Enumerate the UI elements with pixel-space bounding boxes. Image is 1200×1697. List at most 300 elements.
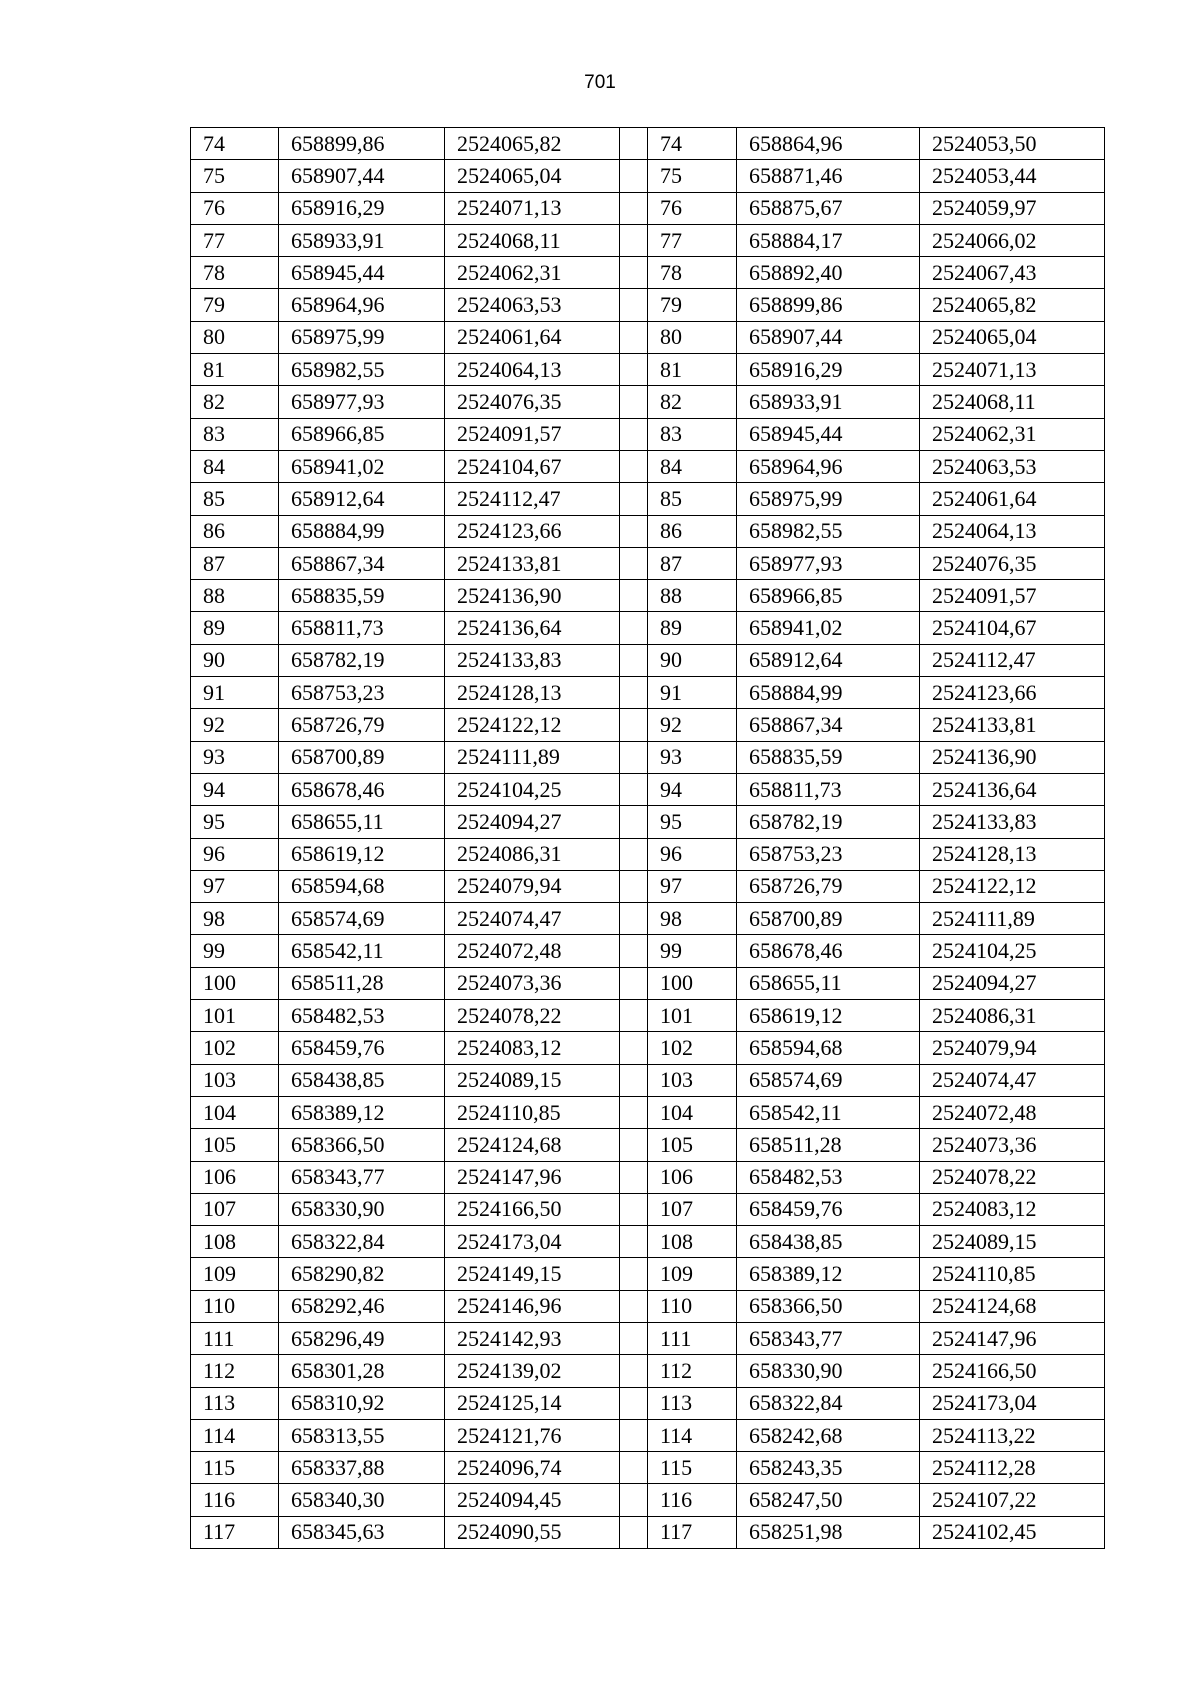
y-coordinate: 2524078,22 bbox=[920, 1161, 1105, 1193]
x-coordinate: 658459,76 bbox=[279, 1032, 445, 1064]
gap-cell bbox=[620, 1419, 648, 1451]
table-row bbox=[191, 1322, 1105, 1354]
y-coordinate: 2524072,48 bbox=[445, 935, 620, 967]
x-coordinate: 658964,96 bbox=[737, 450, 920, 482]
point-number: 114 bbox=[191, 1419, 279, 1451]
gap-cell bbox=[620, 418, 648, 450]
page-number: 701 bbox=[584, 72, 616, 93]
point-number: 98 bbox=[191, 903, 279, 935]
point-number: 106 bbox=[648, 1161, 737, 1193]
point-number: 115 bbox=[648, 1452, 737, 1484]
x-coordinate: 658655,11 bbox=[737, 967, 920, 999]
point-number: 96 bbox=[648, 838, 737, 870]
gap-cell bbox=[620, 321, 648, 353]
y-coordinate: 2524149,15 bbox=[445, 1258, 620, 1290]
gap-cell bbox=[620, 257, 648, 289]
point-number: 95 bbox=[648, 806, 737, 838]
point-number: 74 bbox=[648, 128, 737, 160]
y-coordinate: 2524139,02 bbox=[445, 1355, 620, 1387]
gap-cell bbox=[620, 1064, 648, 1096]
x-coordinate: 658811,73 bbox=[737, 773, 920, 805]
point-number: 110 bbox=[191, 1290, 279, 1322]
table-row bbox=[191, 870, 1105, 902]
y-coordinate: 2524124,68 bbox=[445, 1129, 620, 1161]
y-coordinate: 2524071,13 bbox=[445, 192, 620, 224]
x-coordinate: 658322,84 bbox=[279, 1226, 445, 1258]
x-coordinate: 658247,50 bbox=[737, 1484, 920, 1516]
gap-cell bbox=[620, 1290, 648, 1322]
gap-cell bbox=[620, 289, 648, 321]
x-coordinate: 658945,44 bbox=[279, 257, 445, 289]
x-coordinate: 658933,91 bbox=[279, 224, 445, 256]
x-coordinate: 658945,44 bbox=[737, 418, 920, 450]
gap-cell bbox=[620, 1129, 648, 1161]
table-row bbox=[191, 806, 1105, 838]
x-coordinate: 658884,99 bbox=[279, 515, 445, 547]
y-coordinate: 2524123,66 bbox=[445, 515, 620, 547]
y-coordinate: 2524104,67 bbox=[445, 450, 620, 482]
table-row bbox=[191, 1226, 1105, 1258]
y-coordinate: 2524089,15 bbox=[920, 1226, 1105, 1258]
point-number: 88 bbox=[191, 580, 279, 612]
table-row bbox=[191, 1000, 1105, 1032]
point-number: 93 bbox=[648, 741, 737, 773]
x-coordinate: 658966,85 bbox=[279, 418, 445, 450]
x-coordinate: 658619,12 bbox=[279, 838, 445, 870]
point-number: 92 bbox=[648, 709, 737, 741]
y-coordinate: 2524090,55 bbox=[445, 1516, 620, 1548]
y-coordinate: 2524076,35 bbox=[920, 547, 1105, 579]
point-number: 79 bbox=[648, 289, 737, 321]
y-coordinate: 2524076,35 bbox=[445, 386, 620, 418]
table-row bbox=[191, 1096, 1105, 1128]
y-coordinate: 2524066,02 bbox=[920, 224, 1105, 256]
x-coordinate: 658884,17 bbox=[737, 224, 920, 256]
x-coordinate: 658964,96 bbox=[279, 289, 445, 321]
y-coordinate: 2524123,66 bbox=[920, 677, 1105, 709]
y-coordinate: 2524133,83 bbox=[445, 644, 620, 676]
table-row bbox=[191, 450, 1105, 482]
x-coordinate: 658867,34 bbox=[279, 547, 445, 579]
gap-cell bbox=[620, 1161, 648, 1193]
y-coordinate: 2524065,04 bbox=[445, 160, 620, 192]
x-coordinate: 658726,79 bbox=[279, 709, 445, 741]
y-coordinate: 2524061,64 bbox=[920, 483, 1105, 515]
point-number: 111 bbox=[648, 1322, 737, 1354]
gap-cell bbox=[620, 677, 648, 709]
point-number: 99 bbox=[648, 935, 737, 967]
x-coordinate: 658899,86 bbox=[279, 128, 445, 160]
point-number: 113 bbox=[191, 1387, 279, 1419]
point-number: 82 bbox=[648, 386, 737, 418]
point-number: 78 bbox=[648, 257, 737, 289]
gap-cell bbox=[620, 1355, 648, 1387]
point-number: 108 bbox=[191, 1226, 279, 1258]
table-row bbox=[191, 1258, 1105, 1290]
gap-cell bbox=[620, 773, 648, 805]
gap-cell bbox=[620, 1387, 648, 1419]
y-coordinate: 2524065,82 bbox=[920, 289, 1105, 321]
x-coordinate: 658322,84 bbox=[737, 1387, 920, 1419]
point-number: 76 bbox=[648, 192, 737, 224]
point-number: 107 bbox=[191, 1193, 279, 1225]
x-coordinate: 658340,30 bbox=[279, 1484, 445, 1516]
y-coordinate: 2524063,53 bbox=[920, 450, 1105, 482]
x-coordinate: 658389,12 bbox=[737, 1258, 920, 1290]
y-coordinate: 2524094,27 bbox=[445, 806, 620, 838]
y-coordinate: 2524062,31 bbox=[920, 418, 1105, 450]
y-coordinate: 2524112,47 bbox=[920, 644, 1105, 676]
point-number: 96 bbox=[191, 838, 279, 870]
x-coordinate: 658459,76 bbox=[737, 1193, 920, 1225]
x-coordinate: 658811,73 bbox=[279, 612, 445, 644]
point-number: 100 bbox=[648, 967, 737, 999]
table-row bbox=[191, 1290, 1105, 1322]
point-number: 76 bbox=[191, 192, 279, 224]
y-coordinate: 2524086,31 bbox=[920, 1000, 1105, 1032]
point-number: 91 bbox=[648, 677, 737, 709]
x-coordinate: 658782,19 bbox=[279, 644, 445, 676]
x-coordinate: 658884,99 bbox=[737, 677, 920, 709]
point-number: 112 bbox=[191, 1355, 279, 1387]
x-coordinate: 658867,34 bbox=[737, 709, 920, 741]
point-number: 94 bbox=[191, 773, 279, 805]
y-coordinate: 2524073,36 bbox=[445, 967, 620, 999]
x-coordinate: 658389,12 bbox=[279, 1096, 445, 1128]
point-number: 101 bbox=[191, 1000, 279, 1032]
table-row bbox=[191, 515, 1105, 547]
y-coordinate: 2524068,11 bbox=[920, 386, 1105, 418]
point-number: 89 bbox=[648, 612, 737, 644]
x-coordinate: 658330,90 bbox=[279, 1193, 445, 1225]
table-row bbox=[191, 1161, 1105, 1193]
point-number: 106 bbox=[191, 1161, 279, 1193]
x-coordinate: 658916,29 bbox=[279, 192, 445, 224]
x-coordinate: 658482,53 bbox=[737, 1161, 920, 1193]
x-coordinate: 658912,64 bbox=[737, 644, 920, 676]
x-coordinate: 658292,46 bbox=[279, 1290, 445, 1322]
y-coordinate: 2524147,96 bbox=[920, 1322, 1105, 1354]
gap-cell bbox=[620, 1000, 648, 1032]
x-coordinate: 658243,35 bbox=[737, 1452, 920, 1484]
gap-cell bbox=[620, 612, 648, 644]
y-coordinate: 2524089,15 bbox=[445, 1064, 620, 1096]
y-coordinate: 2524096,74 bbox=[445, 1452, 620, 1484]
point-number: 85 bbox=[191, 483, 279, 515]
point-number: 100 bbox=[191, 967, 279, 999]
gap-cell bbox=[620, 386, 648, 418]
gap-cell bbox=[620, 644, 648, 676]
y-coordinate: 2524078,22 bbox=[445, 1000, 620, 1032]
gap-cell bbox=[620, 709, 648, 741]
y-coordinate: 2524074,47 bbox=[920, 1064, 1105, 1096]
y-coordinate: 2524133,83 bbox=[920, 806, 1105, 838]
x-coordinate: 658835,59 bbox=[737, 741, 920, 773]
y-coordinate: 2524147,96 bbox=[445, 1161, 620, 1193]
point-number: 81 bbox=[648, 354, 737, 386]
table-row bbox=[191, 192, 1105, 224]
table-row bbox=[191, 709, 1105, 741]
y-coordinate: 2524110,85 bbox=[920, 1258, 1105, 1290]
y-coordinate: 2524121,76 bbox=[445, 1419, 620, 1451]
x-coordinate: 658542,11 bbox=[737, 1096, 920, 1128]
x-coordinate: 658310,92 bbox=[279, 1387, 445, 1419]
x-coordinate: 658907,44 bbox=[737, 321, 920, 353]
point-number: 88 bbox=[648, 580, 737, 612]
x-coordinate: 658700,89 bbox=[279, 741, 445, 773]
point-number: 108 bbox=[648, 1226, 737, 1258]
gap-cell bbox=[620, 128, 648, 160]
x-coordinate: 658313,55 bbox=[279, 1419, 445, 1451]
point-number: 75 bbox=[191, 160, 279, 192]
table-row bbox=[191, 838, 1105, 870]
x-coordinate: 658482,53 bbox=[279, 1000, 445, 1032]
x-coordinate: 658678,46 bbox=[737, 935, 920, 967]
y-coordinate: 2524104,25 bbox=[445, 773, 620, 805]
point-number: 110 bbox=[648, 1290, 737, 1322]
x-coordinate: 658301,28 bbox=[279, 1355, 445, 1387]
y-coordinate: 2524122,12 bbox=[445, 709, 620, 741]
gap-cell bbox=[620, 1032, 648, 1064]
gap-cell bbox=[620, 1193, 648, 1225]
point-number: 103 bbox=[191, 1064, 279, 1096]
point-number: 91 bbox=[191, 677, 279, 709]
x-coordinate: 658975,99 bbox=[737, 483, 920, 515]
y-coordinate: 2524110,85 bbox=[445, 1096, 620, 1128]
gap-cell bbox=[620, 160, 648, 192]
y-coordinate: 2524136,90 bbox=[920, 741, 1105, 773]
x-coordinate: 658542,11 bbox=[279, 935, 445, 967]
point-number: 75 bbox=[648, 160, 737, 192]
x-coordinate: 658574,69 bbox=[279, 903, 445, 935]
point-number: 111 bbox=[191, 1322, 279, 1354]
table-row bbox=[191, 1452, 1105, 1484]
y-coordinate: 2524061,64 bbox=[445, 321, 620, 353]
x-coordinate: 658438,85 bbox=[737, 1226, 920, 1258]
y-coordinate: 2524067,43 bbox=[920, 257, 1105, 289]
table-row bbox=[191, 321, 1105, 353]
gap-cell bbox=[620, 1258, 648, 1290]
table-row bbox=[191, 1064, 1105, 1096]
table-row bbox=[191, 741, 1105, 773]
x-coordinate: 658438,85 bbox=[279, 1064, 445, 1096]
x-coordinate: 658977,93 bbox=[279, 386, 445, 418]
y-coordinate: 2524091,57 bbox=[920, 580, 1105, 612]
point-number: 93 bbox=[191, 741, 279, 773]
point-number: 104 bbox=[191, 1096, 279, 1128]
point-number: 83 bbox=[648, 418, 737, 450]
point-number: 117 bbox=[648, 1516, 737, 1548]
y-coordinate: 2524074,47 bbox=[445, 903, 620, 935]
point-number: 79 bbox=[191, 289, 279, 321]
x-coordinate: 658594,68 bbox=[737, 1032, 920, 1064]
point-number: 89 bbox=[191, 612, 279, 644]
table-row bbox=[191, 967, 1105, 999]
gap-cell bbox=[620, 1484, 648, 1516]
point-number: 82 bbox=[191, 386, 279, 418]
table-row bbox=[191, 903, 1105, 935]
y-coordinate: 2524102,45 bbox=[920, 1516, 1105, 1548]
y-coordinate: 2524079,94 bbox=[920, 1032, 1105, 1064]
table-row bbox=[191, 935, 1105, 967]
y-coordinate: 2524104,67 bbox=[920, 612, 1105, 644]
x-coordinate: 658511,28 bbox=[737, 1129, 920, 1161]
y-coordinate: 2524072,48 bbox=[920, 1096, 1105, 1128]
point-number: 83 bbox=[191, 418, 279, 450]
x-coordinate: 658835,59 bbox=[279, 580, 445, 612]
y-coordinate: 2524112,28 bbox=[920, 1452, 1105, 1484]
x-coordinate: 658941,02 bbox=[737, 612, 920, 644]
point-number: 87 bbox=[648, 547, 737, 579]
y-coordinate: 2524133,81 bbox=[445, 547, 620, 579]
point-number: 112 bbox=[648, 1355, 737, 1387]
point-number: 78 bbox=[191, 257, 279, 289]
y-coordinate: 2524128,13 bbox=[920, 838, 1105, 870]
point-number: 94 bbox=[648, 773, 737, 805]
y-coordinate: 2524128,13 bbox=[445, 677, 620, 709]
y-coordinate: 2524068,11 bbox=[445, 224, 620, 256]
point-number: 84 bbox=[648, 450, 737, 482]
gap-cell bbox=[620, 741, 648, 773]
y-coordinate: 2524125,14 bbox=[445, 1387, 620, 1419]
table-row bbox=[191, 1419, 1105, 1451]
x-coordinate: 658345,63 bbox=[279, 1516, 445, 1548]
y-coordinate: 2524091,57 bbox=[445, 418, 620, 450]
point-number: 105 bbox=[191, 1129, 279, 1161]
point-number: 90 bbox=[191, 644, 279, 676]
gap-cell bbox=[620, 1226, 648, 1258]
x-coordinate: 658899,86 bbox=[737, 289, 920, 321]
gap-cell bbox=[620, 224, 648, 256]
x-coordinate: 658977,93 bbox=[737, 547, 920, 579]
table-row bbox=[191, 1387, 1105, 1419]
table-row bbox=[191, 1355, 1105, 1387]
y-coordinate: 2524111,89 bbox=[920, 903, 1105, 935]
table-row bbox=[191, 257, 1105, 289]
y-coordinate: 2524166,50 bbox=[445, 1193, 620, 1225]
coordinates-table-body bbox=[191, 128, 1105, 1549]
y-coordinate: 2524062,31 bbox=[445, 257, 620, 289]
y-coordinate: 2524071,13 bbox=[920, 354, 1105, 386]
point-number: 117 bbox=[191, 1516, 279, 1548]
x-coordinate: 658726,79 bbox=[737, 870, 920, 902]
point-number: 80 bbox=[648, 321, 737, 353]
gap-cell bbox=[620, 1516, 648, 1548]
x-coordinate: 658594,68 bbox=[279, 870, 445, 902]
gap-cell bbox=[620, 1322, 648, 1354]
gap-cell bbox=[620, 547, 648, 579]
x-coordinate: 658343,77 bbox=[279, 1161, 445, 1193]
y-coordinate: 2524086,31 bbox=[445, 838, 620, 870]
gap-cell bbox=[620, 806, 648, 838]
y-coordinate: 2524166,50 bbox=[920, 1355, 1105, 1387]
y-coordinate: 2524173,04 bbox=[920, 1387, 1105, 1419]
x-coordinate: 658366,50 bbox=[737, 1290, 920, 1322]
point-number: 102 bbox=[648, 1032, 737, 1064]
x-coordinate: 658366,50 bbox=[279, 1129, 445, 1161]
gap-cell bbox=[620, 1452, 648, 1484]
point-number: 81 bbox=[191, 354, 279, 386]
point-number: 85 bbox=[648, 483, 737, 515]
table-row bbox=[191, 418, 1105, 450]
y-coordinate: 2524064,13 bbox=[920, 515, 1105, 547]
y-coordinate: 2524053,44 bbox=[920, 160, 1105, 192]
point-number: 92 bbox=[191, 709, 279, 741]
gap-cell bbox=[620, 580, 648, 612]
point-number: 102 bbox=[191, 1032, 279, 1064]
x-coordinate: 658296,49 bbox=[279, 1322, 445, 1354]
table-row bbox=[191, 354, 1105, 386]
x-coordinate: 658966,85 bbox=[737, 580, 920, 612]
table-row bbox=[191, 1032, 1105, 1064]
y-coordinate: 2524124,68 bbox=[920, 1290, 1105, 1322]
y-coordinate: 2524059,97 bbox=[920, 192, 1105, 224]
table-row bbox=[191, 289, 1105, 321]
x-coordinate: 658753,23 bbox=[279, 677, 445, 709]
table-row bbox=[191, 773, 1105, 805]
x-coordinate: 658864,96 bbox=[737, 128, 920, 160]
y-coordinate: 2524107,22 bbox=[920, 1484, 1105, 1516]
gap-cell bbox=[620, 838, 648, 870]
y-coordinate: 2524173,04 bbox=[445, 1226, 620, 1258]
table-row bbox=[191, 1129, 1105, 1161]
table-row bbox=[191, 160, 1105, 192]
y-coordinate: 2524065,04 bbox=[920, 321, 1105, 353]
y-coordinate: 2524133,81 bbox=[920, 709, 1105, 741]
y-coordinate: 2524083,12 bbox=[445, 1032, 620, 1064]
point-number: 101 bbox=[648, 1000, 737, 1032]
x-coordinate: 658782,19 bbox=[737, 806, 920, 838]
table-row bbox=[191, 612, 1105, 644]
y-coordinate: 2524113,22 bbox=[920, 1419, 1105, 1451]
gap-cell bbox=[620, 935, 648, 967]
x-coordinate: 658982,55 bbox=[279, 354, 445, 386]
x-coordinate: 658655,11 bbox=[279, 806, 445, 838]
y-coordinate: 2524136,64 bbox=[445, 612, 620, 644]
y-coordinate: 2524053,50 bbox=[920, 128, 1105, 160]
y-coordinate: 2524136,90 bbox=[445, 580, 620, 612]
x-coordinate: 658871,46 bbox=[737, 160, 920, 192]
y-coordinate: 2524083,12 bbox=[920, 1193, 1105, 1225]
table-row bbox=[191, 1484, 1105, 1516]
point-number: 86 bbox=[191, 515, 279, 547]
table-row bbox=[191, 677, 1105, 709]
point-number: 109 bbox=[648, 1258, 737, 1290]
x-coordinate: 658892,40 bbox=[737, 257, 920, 289]
x-coordinate: 658290,82 bbox=[279, 1258, 445, 1290]
x-coordinate: 658875,67 bbox=[737, 192, 920, 224]
x-coordinate: 658907,44 bbox=[279, 160, 445, 192]
y-coordinate: 2524094,45 bbox=[445, 1484, 620, 1516]
table-row bbox=[191, 386, 1105, 418]
point-number: 105 bbox=[648, 1129, 737, 1161]
x-coordinate: 658343,77 bbox=[737, 1322, 920, 1354]
x-coordinate: 658242,68 bbox=[737, 1419, 920, 1451]
point-number: 116 bbox=[648, 1484, 737, 1516]
table-row bbox=[191, 547, 1105, 579]
y-coordinate: 2524073,36 bbox=[920, 1129, 1105, 1161]
point-number: 98 bbox=[648, 903, 737, 935]
point-number: 113 bbox=[648, 1387, 737, 1419]
y-coordinate: 2524064,13 bbox=[445, 354, 620, 386]
gap-cell bbox=[620, 483, 648, 515]
y-coordinate: 2524136,64 bbox=[920, 773, 1105, 805]
y-coordinate: 2524094,27 bbox=[920, 967, 1105, 999]
point-number: 107 bbox=[648, 1193, 737, 1225]
gap-cell bbox=[620, 967, 648, 999]
point-number: 95 bbox=[191, 806, 279, 838]
x-coordinate: 658619,12 bbox=[737, 1000, 920, 1032]
